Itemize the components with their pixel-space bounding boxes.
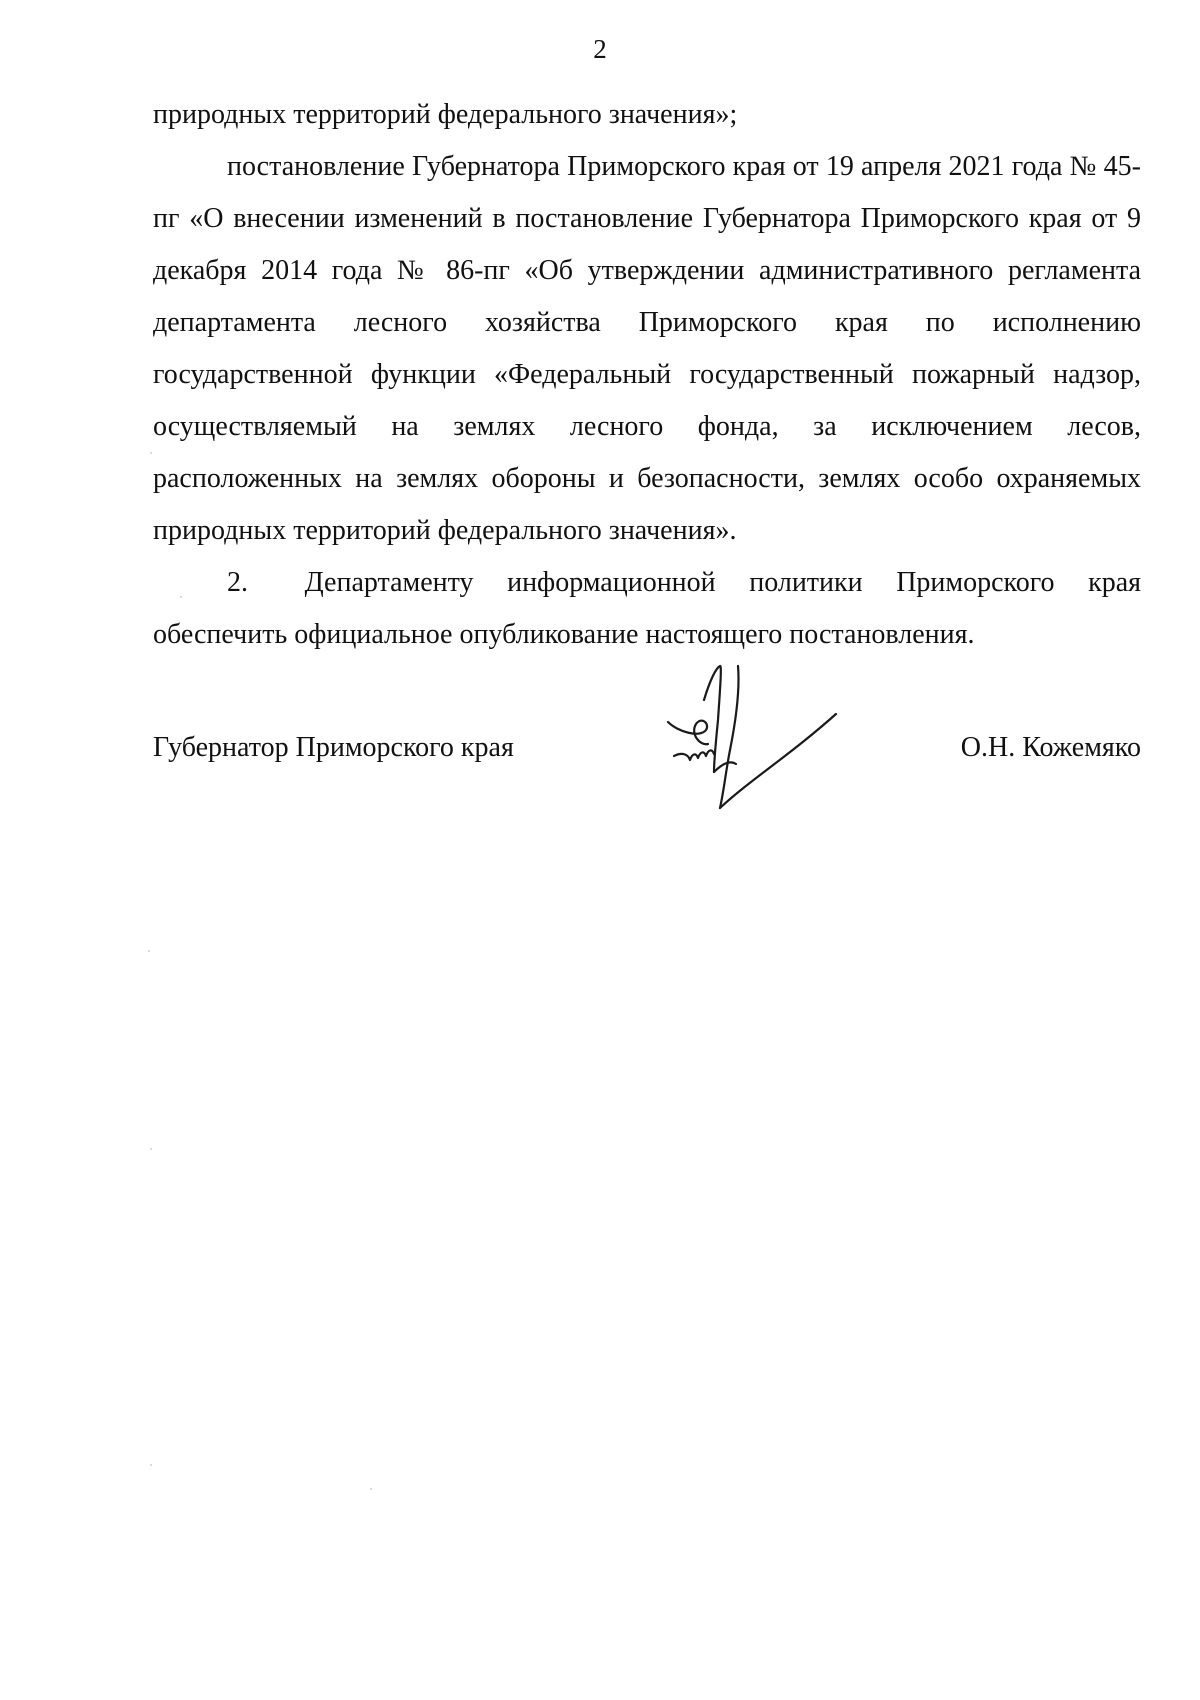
scan-artifact	[150, 452, 152, 454]
item-text: Департаменту информационной политики Приморского края обеспечить официальное опубликование настоящего постановления.	[153, 567, 1142, 650]
item-number: 2.	[227, 567, 248, 598]
scan-artifact	[370, 1488, 372, 1490]
scan-artifact	[150, 1464, 152, 1466]
scan-artifact	[150, 1148, 152, 1150]
signatory-position: Губернатор Приморского края	[153, 732, 514, 763]
page-number: 2	[593, 34, 607, 64]
scan-artifact	[180, 596, 182, 598]
signature-block	[153, 720, 1141, 780]
handwritten-signature-icon	[660, 660, 860, 820]
paragraph-item-2	[153, 557, 1141, 661]
paragraph-continuation: природных территорий федерального значения»;	[153, 99, 738, 130]
document-body	[153, 89, 1141, 661]
paragraph-resolution-reference: постановление Губернатора Приморского края от 19 апреля 2021 года № 45-пг «О внесении изменений в постановление Губернатора Приморского края от 9 декабря 2014 года № 86-пг «Об утверждении административного регламента департамента лесного хозяйства Приморского края по исполнению государственной функции «Федеральный государственный пожарный надзор, осуществляемый на землях лесного фонда, за исключением лесов, расположенных на землях обороны и безопасности, землях особо охраняемых природных территорий федерального значения».	[153, 151, 1141, 546]
scan-artifact	[148, 950, 150, 952]
signatory-name: О.Н. Кожемяко	[960, 732, 1141, 763]
